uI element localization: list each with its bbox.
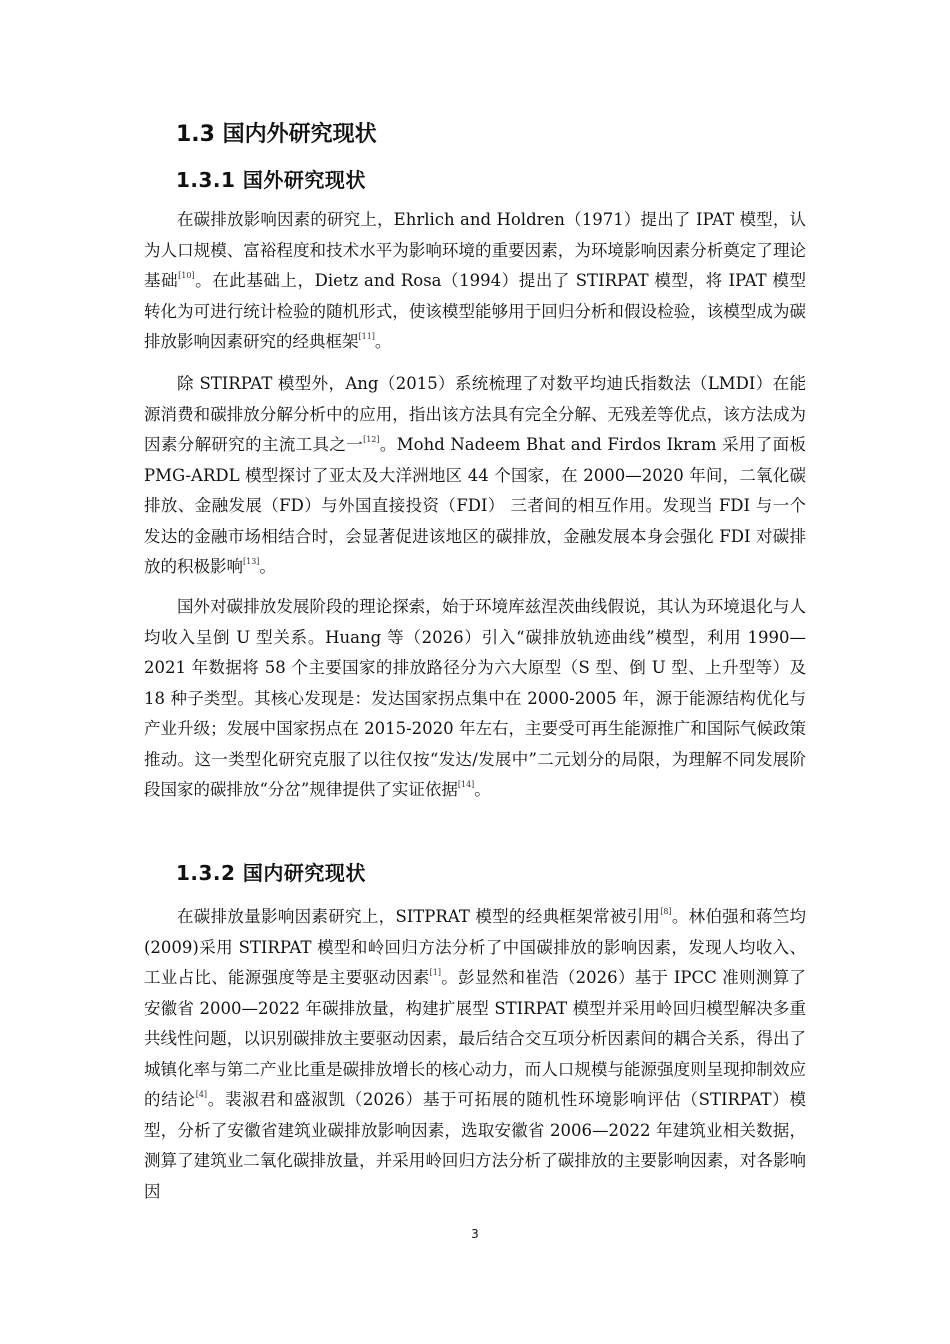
paragraph-text: 。 bbox=[374, 332, 392, 351]
paragraph-text: 除 STIRPAT 模型外，Ang（2015）系统梳理了对数平均迪氏指数法（LMDI）在能源消费和碳排放分解分析中的应用，指出该方法具有完全分解、无残差等优点，该方法成为因素分解研究的主流工具之一 bbox=[144, 374, 806, 454]
paragraph bbox=[144, 592, 806, 806]
paragraph-text: 国外对碳排放发展阶段的理论探索，始于环境库兹涅茨曲线假说，其认为环境退化与人均收入呈倒 U 型关系。Huang 等（2026）引入“碳排放轨迹曲线”模型，利用 1990—2021 年数据将 58 个主要国家的排放路径分为六大原型（S 型、倒 U 型、上升型等）及 18 种子类型。其核心发现是：发达国家拐点集中在 2000-2005 年，源于能源结构优化与产业升级；发展中国家拐点在 2015-2020 年左右，主要受可再生能源推广和国际气候政策推动。这一类型化研究克服了以往仅按“发达/发展中”二元划分的局限，为理解不同发展阶段国家的碳排放“分岔”规律提供了实证依据 bbox=[144, 597, 806, 799]
paragraph-text: 。在此基础上，Dietz and Rosa（1994）提出了 STIRPAT 模型，将 IPAT 模型转化为可进行统计检验的随机形式，使该模型能够用于回归分析和假设检验，该模型成为碳排放影响因素研究的经典框架 bbox=[144, 271, 806, 351]
citation-marker: [8] bbox=[660, 907, 672, 916]
section-heading: 1.3 国内外研究现状 bbox=[176, 122, 377, 147]
paragraph bbox=[144, 902, 806, 1207]
paragraph-text: 。林伯强和蒋竺均(2009)采用 STIRPAT 模型和岭回归方法分析了中国碳排放的影响因素，发现人均收入、工业占比、能源强度等是主要驱动因素 bbox=[144, 907, 806, 987]
paragraph-text: 。 bbox=[259, 557, 276, 576]
citation-marker: [1] bbox=[429, 968, 441, 977]
paragraph-text: 。 bbox=[474, 780, 491, 799]
subsection-heading-domestic: 1.3.2 国内研究现状 bbox=[176, 861, 366, 885]
subsection-heading-foreign: 1.3.1 国外研究现状 bbox=[176, 168, 366, 192]
paragraph-text: 在碳排放影响因素的研究上，Ehrlich and Holdren（1971）提出了 IPAT 模型，认为人口规模、富裕程度和技术水平为影响环境的重要因素，为环境影响因素分析奠定了理论基础 bbox=[144, 210, 806, 290]
citation-marker: [11] bbox=[358, 332, 375, 341]
citation-marker: [12] bbox=[363, 435, 380, 444]
citation-marker: [4] bbox=[195, 1090, 208, 1099]
paragraph-text: 。裴淑君和盛淑凯（2026）基于可拓展的随机性环境影响评估（STIRPAT）模型，分析了安徽省建筑业碳排放影响因素，选取安徽省 2006—2022 年建筑业相关数据，测算了建筑业二氧化碳排放量，并采用岭回归方法分析了碳排放的主要影响因素，对各影响因 bbox=[144, 1090, 806, 1201]
citation-marker: [13] bbox=[243, 557, 260, 566]
paragraph-text: 。Mohd Nadeem Bhat and Firdos Ikram 采用了面板 PMG-ARDL 模型探讨了亚太及大洋洲地区 44 个国家，在 2000—2020 年间，二氧化碳排放、金融发展（FD）与外国直接投资（FDI） 三者间的相互作用。发现当 FDI 与一个发达的金融市场相结合时，会显著促进该地区的碳排放，金融发展本身会强化 FDI 对碳排放的积极影响 bbox=[144, 435, 806, 576]
paragraph-text: 在碳排放量影响因素研究上，SITPRAT 模型的经典框架常被引用 bbox=[177, 907, 661, 926]
citation-marker: [10] bbox=[178, 271, 195, 280]
paragraph bbox=[144, 205, 806, 358]
page-number: 3 bbox=[471, 1227, 479, 1241]
paragraph-text: 。彭显然和崔浩（2026）基于 IPCC 准则测算了安徽省 2000—2022 年碳排放量，构建扩展型 STIRPAT 模型并采用岭回归模型解决多重共线性问题，以识别碳排放主要驱动因素，最后结合交互项分析因素间的耦合关系，得出了城镇化率与第二产业比重是碳排放增长的核心动力，而人口规模与能源强度则呈现抑制效应的结论 bbox=[144, 968, 807, 1109]
paragraph bbox=[144, 369, 806, 583]
citation-marker: [14] bbox=[457, 780, 475, 789]
